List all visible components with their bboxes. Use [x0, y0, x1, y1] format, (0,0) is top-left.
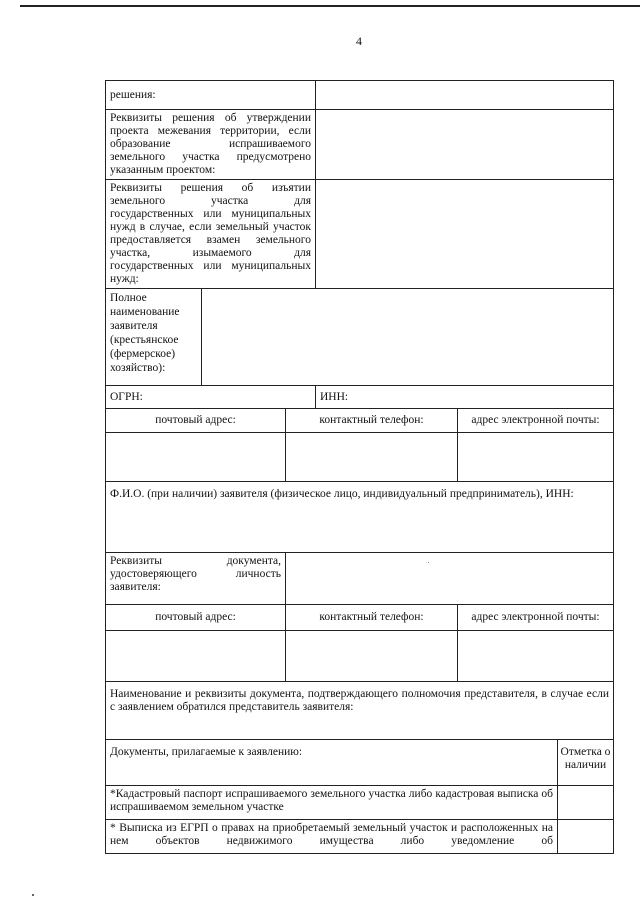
id-document-label: Реквизиты документа, удостоверяющего личность заявителя:	[106, 553, 286, 605]
inn-label[interactable]: ИНН:	[316, 386, 614, 409]
decision-tail-label: решения:	[106, 81, 316, 110]
id-document-value[interactable]	[286, 553, 614, 605]
application-form-table	[105, 80, 614, 854]
row-fio	[106, 482, 614, 553]
phone-value[interactable]	[286, 433, 458, 482]
ogrn-label[interactable]: ОГРН:	[106, 386, 316, 409]
row-contacts-header-1	[106, 409, 614, 433]
survey-project-label: Реквизиты решения об утверждении проекта межевания территории, если образование испрашиваемого земельного участка предусмотрено указанным проектом:	[106, 110, 316, 180]
page-number: 4	[356, 34, 362, 48]
email-header: адрес электронной почты:	[458, 409, 614, 433]
row-documents-header	[106, 740, 614, 786]
doc-2-label: * Выписка из ЕГРП о правах на приобретаемый земельный участок и расположенных на нем объектов недвижимого имущества либо уведомление об	[106, 820, 558, 854]
row-seizure	[106, 180, 614, 289]
decision-tail-value[interactable]	[316, 81, 614, 110]
row-survey-project	[106, 110, 614, 180]
email-value-2[interactable]	[458, 631, 614, 682]
scan-dot	[32, 894, 34, 896]
representative-label[interactable]: Наименование и реквизиты документа, подтверждающего полномочия представителя, в случае если с заявлением обратился представитель заявителя:	[106, 682, 614, 740]
row-contacts-header-2	[106, 605, 614, 631]
phone-header: контактный телефон:	[286, 409, 458, 433]
postal-address-value[interactable]	[106, 433, 286, 482]
documents-label: Документы, прилагаемые к заявлению:	[106, 740, 558, 786]
row-representative	[106, 682, 614, 740]
row-full-name	[106, 289, 614, 386]
fio-label[interactable]: Ф.И.О. (при наличии) заявителя (физическое лицо, индивидуальный предприниматель), ИНН:	[106, 482, 614, 553]
row-doc-1	[106, 786, 614, 820]
row-id-document	[106, 553, 614, 605]
scan-speck	[428, 562, 429, 563]
email-header-2: адрес электронной почты:	[458, 605, 614, 631]
top-rule	[20, 5, 640, 7]
postal-address-value-2[interactable]	[106, 631, 286, 682]
row-decision-tail	[106, 81, 614, 110]
row-doc-2	[106, 820, 614, 854]
doc-2-mark[interactable]	[558, 820, 614, 854]
row-contacts-values-1	[106, 433, 614, 482]
row-contacts-values-2	[106, 631, 614, 682]
postal-address-header-2: почтовый адрес:	[106, 605, 286, 631]
email-value[interactable]	[458, 433, 614, 482]
full-name-value[interactable]	[202, 289, 614, 386]
seizure-value[interactable]	[316, 180, 614, 289]
doc-1-label: *Кадастровый паспорт испрашиваемого земельного участка либо кадастровая выписка об испрашиваемом земельном участке	[106, 786, 558, 820]
availability-header: Отметка о наличии	[558, 740, 614, 786]
doc-1-mark[interactable]	[558, 786, 614, 820]
phone-value-2[interactable]	[286, 631, 458, 682]
full-name-label: Полное наименование заявителя (крестьянское (фермерское) хозяйство):	[106, 289, 202, 386]
phone-header-2: контактный телефон:	[286, 605, 458, 631]
row-ogrn-inn	[106, 386, 614, 409]
postal-address-header: почтовый адрес:	[106, 409, 286, 433]
seizure-label: Реквизиты решения об изъятии земельного участка для государственных или муниципальных нужд в случае, если земельный участок предоставляется взамен земельного участка, изымаемого для государственных или муниципальных нужд:	[106, 180, 316, 289]
survey-project-value[interactable]	[316, 110, 614, 180]
